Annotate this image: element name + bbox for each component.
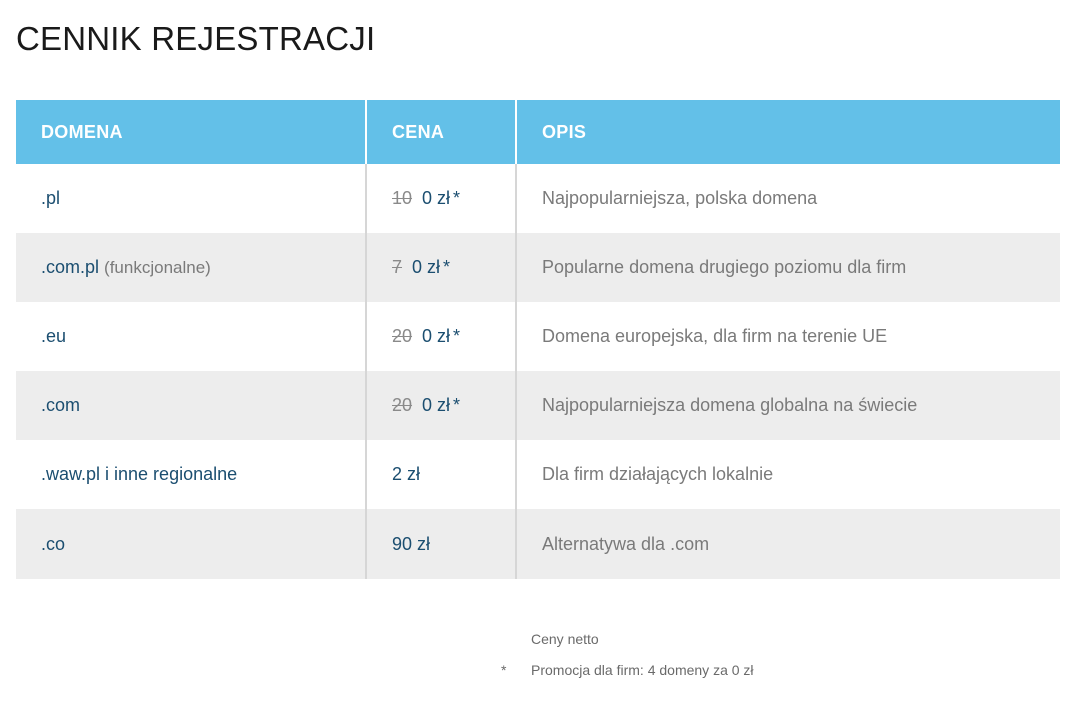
page-title: CENNIK REJESTRACJI [16, 20, 376, 57]
price-cell [366, 302, 516, 371]
domain-name: .com [41, 395, 81, 415]
old-price: 10 [392, 188, 413, 208]
price-cell [366, 164, 516, 233]
table-row [16, 371, 1060, 440]
domain-note: (funkcjonalne) [104, 258, 211, 277]
table-row [16, 302, 1060, 371]
price-cell [366, 371, 516, 440]
description-cell: Najpopularniejsza, polska domena [516, 164, 1060, 233]
domain-cell [16, 509, 366, 579]
column-header-description: OPIS [516, 100, 1060, 164]
footnote-asterisk: * [501, 662, 507, 678]
domain-name: .pl [41, 188, 61, 208]
current-price: 0 zł [412, 257, 441, 277]
current-price: 0 zł [422, 326, 451, 346]
old-price: 7 [392, 257, 403, 277]
promo-asterisk: * [453, 395, 461, 415]
table-row [16, 440, 1060, 509]
description-cell: Alternatywa dla .com [516, 509, 1060, 579]
promo-asterisk: * [443, 257, 451, 277]
current-price: 90 zł [392, 533, 431, 554]
domain-cell [16, 371, 366, 440]
current-price: 2 zł [392, 464, 421, 484]
domain-cell [16, 164, 366, 233]
promo-note: Promocja dla firm: 4 domeny za 0 zł [531, 662, 754, 678]
column-header-price: CENA [366, 100, 516, 164]
old-price: 20 [392, 395, 413, 415]
domain-cell [16, 233, 366, 302]
column-header-domain: DOMENA [16, 100, 366, 164]
promo-asterisk: * [453, 188, 461, 208]
domain-cell [16, 440, 366, 509]
domain-name: .co [41, 533, 66, 554]
price-cell [366, 233, 516, 302]
description-cell: Domena europejska, dla firm na terenie UE [516, 302, 1060, 371]
old-price: 20 [392, 326, 413, 346]
table-row [16, 164, 1060, 233]
description-cell: Dla firm działających lokalnie [516, 440, 1060, 509]
table-row [16, 509, 1060, 579]
current-price: 0 zł [422, 395, 451, 415]
description-cell: Najpopularniejsza domena globalna na świecie [516, 371, 1060, 440]
table-header-row [16, 100, 1060, 164]
domain-name: .com.pl [41, 257, 100, 277]
promo-asterisk: * [453, 326, 461, 346]
price-cell [366, 509, 516, 579]
table-row [16, 233, 1060, 302]
price-cell [366, 440, 516, 509]
description-cell: Popularne domena drugiego poziomu dla firm [516, 233, 1060, 302]
current-price: 0 zł [422, 188, 451, 208]
domain-name: .eu [41, 326, 67, 346]
domain-name: .waw.pl i inne regionalne [41, 464, 238, 484]
net-prices-note: Ceny netto [531, 631, 599, 647]
domain-cell [16, 302, 366, 371]
price-table [16, 100, 1060, 579]
